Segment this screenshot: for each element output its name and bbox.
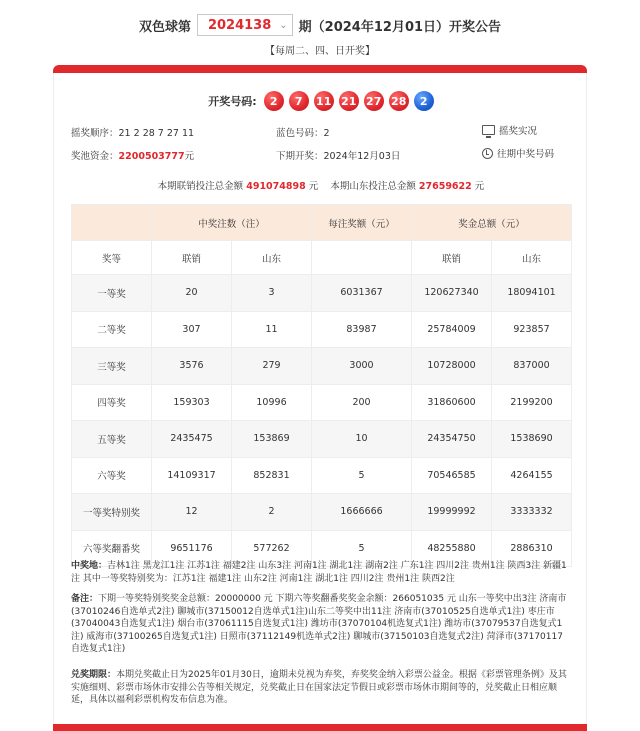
- cell-total-sd: 18094101: [492, 275, 572, 312]
- cell-level: 三等奖: [72, 348, 152, 385]
- cell-joint: 20: [152, 275, 232, 312]
- chevron-down-icon: ⌄: [279, 19, 288, 31]
- header-sd: 山东: [492, 241, 572, 275]
- table-row: [72, 311, 572, 348]
- live-draw-link[interactable]: [482, 123, 537, 137]
- monitor-icon: [482, 125, 495, 135]
- card-bottom-bar: [53, 724, 587, 731]
- sales-shandong: 27659622: [418, 181, 472, 192]
- prize-table: [71, 204, 572, 567]
- red-ball: 27: [364, 91, 384, 111]
- header-joint: 联销: [412, 241, 492, 275]
- header-cell: [312, 241, 412, 275]
- blue-ball: 2: [414, 91, 434, 111]
- cell-level: 二等奖: [72, 311, 152, 348]
- winners-label: 中奖地：: [71, 561, 108, 571]
- cell-total-sd: 837000: [492, 348, 572, 385]
- card-top-bar: [53, 65, 587, 73]
- cell-total-joint: 19999992: [412, 494, 492, 531]
- sales-text: 本期联销投注总金额: [157, 181, 244, 192]
- lottery-name: 双色球第: [138, 19, 191, 35]
- cell-sd: 3: [232, 275, 312, 312]
- history-label: 往期中奖号码: [497, 149, 555, 160]
- issue-select[interactable]: [197, 14, 293, 36]
- sales-summary: [54, 178, 588, 192]
- table-row: [72, 494, 572, 531]
- draw-order: [71, 125, 194, 139]
- table-row: [72, 457, 572, 494]
- cell-joint: 12: [152, 494, 232, 531]
- jackpot-label: 奖池资金：: [71, 151, 119, 162]
- sales-text: 元 本期山东投注总金额: [308, 181, 416, 192]
- redeem-text: 本期兑奖截止日为2025年01月30日，逾期未兑视为弃奖，弃奖奖金纳入彩票公益金。根据《彩票管理条例》及其实施细则、彩票市场休市安排公告等相关规定，兑奖截止日在国家法定节假日或彩票市场休市期间等的，兑奖截止日相应顺延，具体以福利彩票机构发布信息为准。: [71, 670, 567, 705]
- cell-sd: 2: [232, 494, 312, 531]
- announcement-title: [0, 12, 640, 38]
- redeem-label: 兑奖期限：: [71, 670, 117, 680]
- winner-locations: [71, 560, 571, 585]
- red-ball: 7: [289, 91, 309, 111]
- cell-total-sd: 2886310: [492, 530, 572, 567]
- cell-level: 一等奖: [72, 275, 152, 312]
- cell-joint: 307: [152, 311, 232, 348]
- cell-joint: 9651176: [152, 530, 232, 567]
- jackpot-unit: 元: [184, 151, 195, 162]
- cell-per: 83987: [312, 311, 412, 348]
- header-cell: [72, 205, 152, 241]
- blue-number-label: 蓝色号码：: [276, 128, 324, 139]
- header-level: 奖等: [72, 241, 152, 275]
- table-row: [72, 384, 572, 421]
- next-draw-label: 下期开奖：: [276, 151, 324, 162]
- redeem-deadline: [71, 669, 571, 707]
- live-draw-label: 摇奖实况: [499, 126, 538, 137]
- cell-joint: 14109317: [152, 457, 232, 494]
- cell-joint: 159303: [152, 384, 232, 421]
- issue-number: 2024138: [207, 17, 272, 33]
- cell-per: 3000: [312, 348, 412, 385]
- cell-per: 6031367: [312, 275, 412, 312]
- cell-sd: 577262: [232, 530, 312, 567]
- sales-total: 491074898: [246, 181, 306, 192]
- table-row: [72, 275, 572, 312]
- cell-sd: 279: [232, 348, 312, 385]
- red-ball: 21: [339, 91, 359, 111]
- cell-total-joint: 24354750: [412, 421, 492, 458]
- jackpot-value: 2200503777: [118, 151, 185, 162]
- cell-level: 四等奖: [72, 384, 152, 421]
- title-suffix: 期（2024年12月01日）开奖公告: [298, 19, 502, 35]
- cell-per: 200: [312, 384, 412, 421]
- clock-icon: [482, 148, 493, 159]
- cell-total-joint: 70546585: [412, 457, 492, 494]
- header-joint: 联销: [152, 241, 232, 275]
- remarks: [71, 593, 571, 656]
- winners-text: 吉林1注 黑龙江1注 江苏1注 福建2注 山东3注 河南1注 湖北1注 湖南2注 广东1注 四川2注 贵州1注 陕西3注 新疆1注 其中一等奖特别奖为：江苏1注 福建1注 山东2注 河南1注 湖北1注 四川2注 贵州1注 陕西2注: [71, 561, 567, 584]
- jackpot-pool: [71, 148, 194, 162]
- cell-total-sd: 2199200: [492, 384, 572, 421]
- header-total: 奖金总额（元）: [412, 205, 572, 241]
- cell-per: 5: [312, 457, 412, 494]
- cell-total-sd: 4264155: [492, 457, 572, 494]
- remark-label: 备注：: [71, 594, 99, 604]
- draw-days: 【每周二、四、日开奖】: [265, 46, 375, 57]
- cell-total-sd: 1538690: [492, 421, 572, 458]
- cell-total-sd: 3333332: [492, 494, 572, 531]
- cell-sd: 11: [232, 311, 312, 348]
- cell-sd: 10996: [232, 384, 312, 421]
- table-row: [72, 348, 572, 385]
- red-ball: 2: [264, 91, 284, 111]
- draw-order-value: 21 2 28 7 27 11: [118, 128, 195, 139]
- winning-numbers: [54, 91, 588, 111]
- cell-total-joint: 10728000: [412, 348, 492, 385]
- next-draw-value: 2024年12月03日: [323, 151, 401, 162]
- blue-number-value: 2: [323, 128, 330, 139]
- sales-text: 元: [474, 181, 485, 192]
- cell-total-joint: 31860600: [412, 384, 492, 421]
- cell-joint: 2435475: [152, 421, 232, 458]
- cell-sd: 852831: [232, 457, 312, 494]
- cell-total-joint: 120627340: [412, 275, 492, 312]
- remark-text: 下期一等奖特别奖奖金总额：20000000 元 下期六等奖翻番奖奖金余额：266051035 元 山东一等奖中出3注 济南市(37010246自选单式2注) 聊城市(37150012自选单式1注)山东二等奖中出11注 济南市(37010525自选单式1注) 枣庄市(37040043自选复式1注) 烟台市(37061115自选复式1注) 潍坊市(37070104机选复式1注) 潍坊市(37079537自选复式1注) 威海市(37100265自选复式1注) 日照市(37112149机选单式2注) 聊城市(37150103自选复式2注) 菏泽市(37170117自选复式1注): [71, 594, 567, 654]
- cell-per: 10: [312, 421, 412, 458]
- cell-level: 六等奖: [72, 457, 152, 494]
- cell-total-joint: 25784009: [412, 311, 492, 348]
- red-ball: 11: [314, 91, 334, 111]
- table-subheader-row: [72, 241, 572, 275]
- cell-per: 5: [312, 530, 412, 567]
- winning-numbers-label: 开奖号码:: [208, 95, 257, 108]
- result-card: [53, 73, 587, 725]
- table-header-row: [72, 205, 572, 241]
- red-ball: 28: [389, 91, 409, 111]
- table-row: [72, 421, 572, 458]
- header-sd: 山东: [232, 241, 312, 275]
- next-draw: [276, 148, 400, 162]
- cell-total-joint: 48255880: [412, 530, 492, 567]
- header-count: 中奖注数（注）: [152, 205, 312, 241]
- cell-joint: 3576: [152, 348, 232, 385]
- header-per: 每注奖额（元）: [312, 205, 412, 241]
- cell-level: 一等奖特别奖: [72, 494, 152, 531]
- cell-per: 1666666: [312, 494, 412, 531]
- blue-number: [276, 125, 330, 139]
- cell-sd: 153869: [232, 421, 312, 458]
- cell-total-sd: 923857: [492, 311, 572, 348]
- history-link[interactable]: [482, 146, 554, 160]
- cell-level: 五等奖: [72, 421, 152, 458]
- draw-order-label: 摇奖顺序：: [71, 128, 119, 139]
- cell-level: 六等奖翻番奖: [72, 530, 152, 567]
